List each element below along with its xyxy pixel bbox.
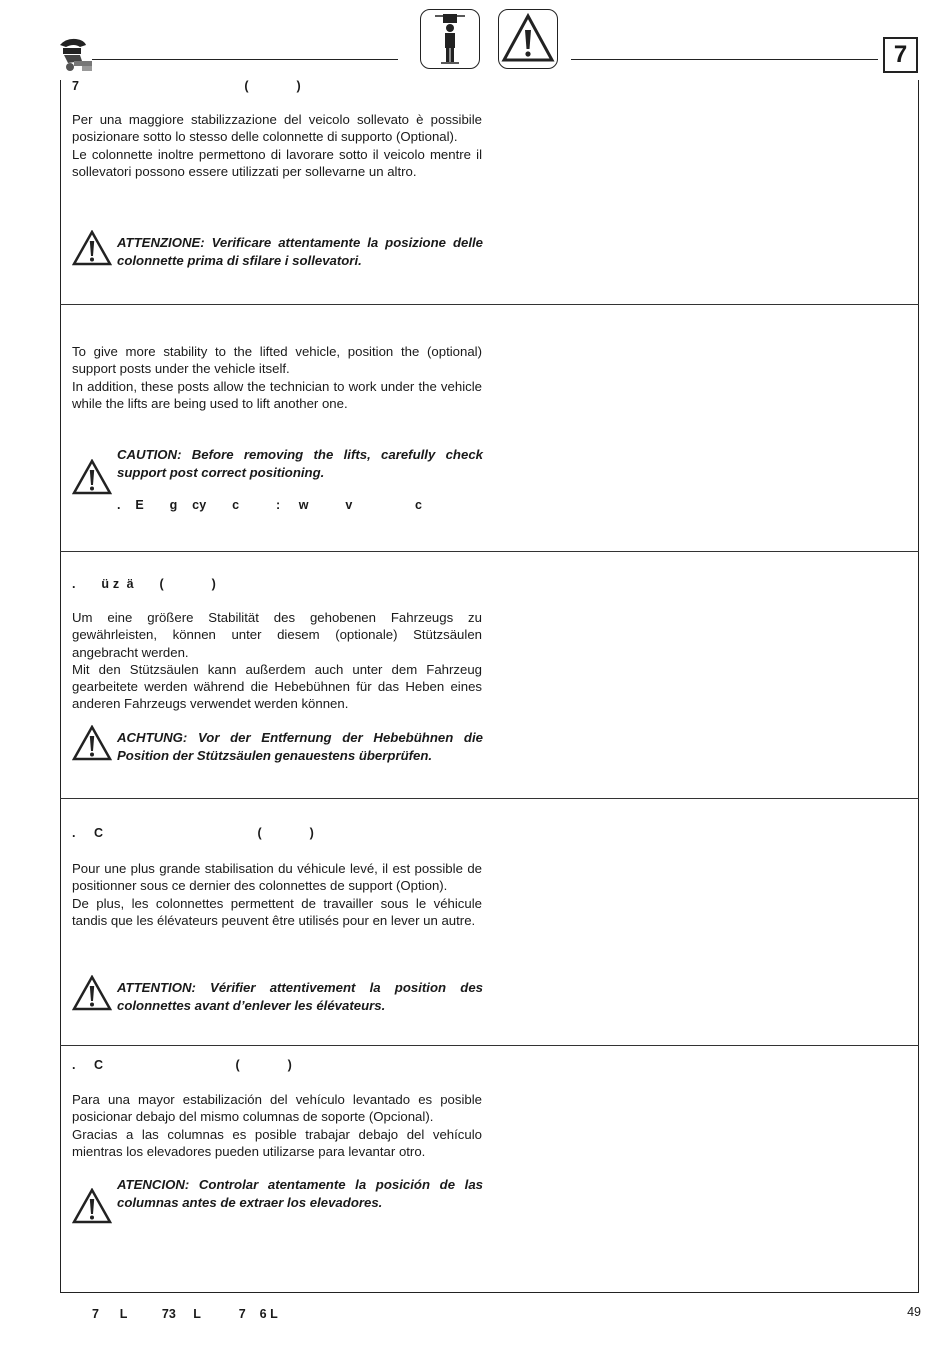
- paragraph: De plus, les colonnettes permettent de travailler sous le véhicule tandis que les élévateurs peuvent être utilisés pour en lever un autre.: [72, 895, 482, 928]
- frame-left-border: [60, 80, 61, 1293]
- warning-text-fr: ATTENTION: Vérifier attentivement la position des colonnettes avant d’enlever les élévateurs.: [117, 980, 483, 1013]
- warning-triangle-icon: [72, 230, 112, 266]
- warning-text-it: ATTENZIONE: Verificare attentamente la posizione delle colonnette prima di sfilare i sollevatori.: [117, 235, 483, 268]
- paragraph: Per una maggiore stabilizzazione del veicolo sollevato è possibile posizionare sotto lo stesso delle colonnette di supporto (Optional).: [72, 112, 482, 145]
- warning-triangle-icon: [72, 459, 112, 495]
- body-text-en: [72, 343, 482, 412]
- paragraph: Le colonnette inoltre permettono di lavorare sotto il veicolo mentre il sollevatori possono essere utilizzati per sollevarne un altro.: [72, 146, 482, 179]
- header-rule-left: [92, 59, 398, 60]
- section-heading-es: . C ( ): [72, 1058, 292, 1072]
- operator-lift-icon: [420, 9, 480, 69]
- section-divider: [60, 1045, 919, 1046]
- warning-text-es: ATENCION: Controlar atentamente la posición de las columnas antes de extraer los elevadores.: [117, 1177, 483, 1210]
- footer-model-code: 7 L 73 L 7 6 L: [92, 1307, 278, 1321]
- warning-text-de: ACHTUNG: Vor der Entfernung der Hebebühnen die Position der Stützsäulen genauestens überprüfen.: [117, 730, 483, 763]
- paragraph: Mit den Stützsäulen kann außerdem auch unter dem Fahrzeug gearbeitete werden während die Hebebühnen für das Heben eines anderen Fahrzeugs verwendet werden können.: [72, 661, 482, 712]
- chapter-number-box: 7: [883, 37, 918, 73]
- danger-warning-icon: [498, 9, 558, 69]
- section-heading-de: . ü z ä ( ): [72, 577, 217, 591]
- warning-text-en: CAUTION: Before removing the lifts, carefully check support post correct positioning.: [117, 447, 483, 480]
- frame-bottom-border: [60, 1292, 919, 1293]
- paragraph: In addition, these posts allow the technician to work under the vehicle while the lifts are being used to lift another one.: [72, 378, 482, 411]
- body-text-de: [72, 609, 482, 713]
- body-text-es: [72, 1091, 482, 1160]
- warning-triangle-icon: [72, 1188, 112, 1224]
- paragraph: Para una mayor estabilización del vehículo levantado es posible posicionar debajo del mismo columnas de soporte (Opcional).: [72, 1092, 482, 1125]
- section-divider: [60, 798, 919, 799]
- paragraph: Gracias a las columnas es posible trabajar debajo del vehículo mientras los elevadores pueden utilizarse para levantar otro.: [72, 1126, 482, 1159]
- section-divider: [60, 304, 919, 305]
- manufacturer-logo: [56, 35, 96, 75]
- body-text-fr: [72, 860, 482, 929]
- page-number: 49: [907, 1305, 921, 1319]
- paragraph: Um eine größere Stabilität des gehobenen Fahrzeugs zu gewährleisten, können unter diesem (optionale) Stützsäulen angebracht werden.: [72, 610, 482, 660]
- section-heading-es-sub: . E g cy c : w v c: [117, 498, 423, 512]
- paragraph: To give more stability to the lifted vehicle, position the (optional) support posts under the vehicle itself.: [72, 344, 482, 377]
- frame-right-border: [918, 80, 919, 1293]
- paragraph: Pour une plus grande stabilisation du véhicule levé, il est possible de positionner sous ce dernier des colonnettes de support (Option).: [72, 861, 482, 894]
- header-rule-right: [571, 59, 878, 60]
- section-heading-fr: . C ( ): [72, 826, 314, 840]
- body-text-it: [72, 111, 482, 180]
- warning-triangle-icon: [72, 975, 112, 1011]
- section-heading-it: 7 ( ): [72, 79, 301, 93]
- section-divider: [60, 551, 919, 552]
- warning-triangle-icon: [72, 725, 112, 761]
